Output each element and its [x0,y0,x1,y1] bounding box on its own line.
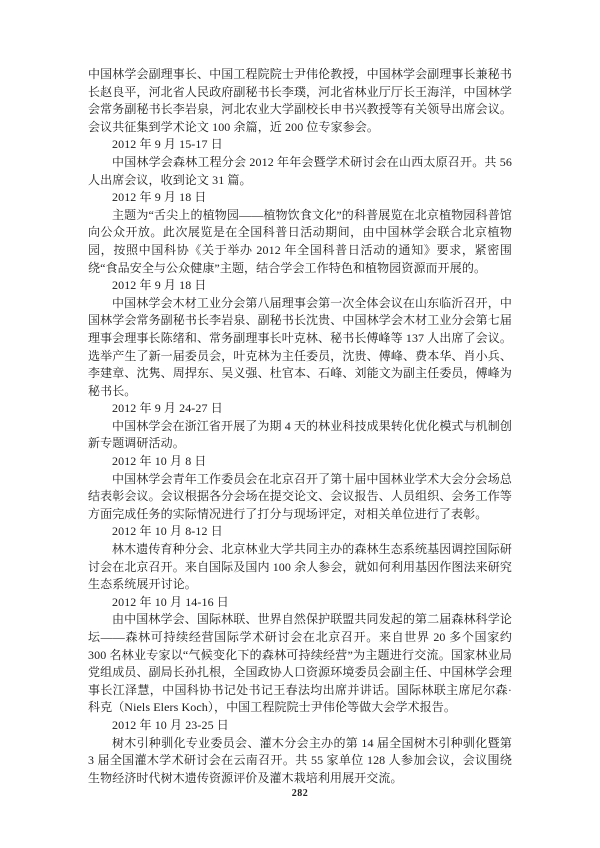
page-number: 282 [291,788,309,799]
entry-date: 2012 年 10 月 14-16 日 [112,594,229,609]
entry-date: 2012 年 10 月 8-12 日 [112,524,223,539]
entry-list [88,136,512,787]
page-footer [0,783,600,801]
entry-text: 中国林学会在浙江省开展了为期 4 天的林业科技成果转化优化模式与机制创新专题调研活动。 [88,418,512,451]
entry-text: 林木遗传育种分会、北京林业大学共同主办的森林生态系统基因调控国际研讨会在北京召开。来自国际及国内 100 余人参会，就如何利用基因作图法来研究生态系统展开讨论。 [88,542,512,592]
entry-text: 树木引种驯化专业委员会、灌木分会主办的第 14 届全国树木引种驯化暨第 3 届全国灌木学术研讨会在云南召开。共 55 家单位 128 人参加会议，会议围绕生物经济时代树木遗传资源评价及灌木栽培利用展开交流。 [88,735,512,785]
entry-text: 主题为“舌尖上的植物园——植物饮食文化”的科普展览在北京植物园科普馆向公众开放。此次展览是在全国科普日活动期间，由中国林学会联合北京植物园，按照中国科协《关于举办 2012 年全国科普日活动的通知》要求，紧密围绕“食品安全与公众健康”主题，结合学会工作特色和植物园资源而开展的。 [88,207,512,275]
entry-date: 2012 年 10 月 8 日 [112,454,207,469]
entry-text: 中国林学会木材工业分会第八届理事会第一次全体会议在山东临沂召开，中国林学会常务副秘书长李岩泉、副秘书长沈贵、中国林学会木材工业分会第七届理事会理事长陈绪和、常务副理事长叶克林、秘书长傅峰等 137 人出席了会议。选举产生了新一届委员会，叶克林为主任委员，沈贵、傅峰、费本华、肖小兵、李建章、沈隽、周捍东、吴义强、杜官本、石峰、刘能文为副主任委员，傅峰为秘书长。 [88,295,512,398]
page-body [88,66,512,787]
entry-date: 2012 年 9 月 24-27 日 [112,401,223,416]
entry-text: 中国林学会森林工程分会 2012 年年会暨学术研讨会在山西太原召开。共 56 人出席会议，收到论文 31 篇。 [88,154,512,187]
entry-date: 2012 年 9 月 18 日 [112,278,207,293]
entry-date: 2012 年 9 月 15-17 日 [112,137,223,152]
entry-text: 由中国林学会、国际林联、世界自然保护联盟共同发起的第二届森林科学论坛——森林可持续经营国际学术研讨会在北京召开。来自世界 20 多个国家约 300 名林业专家以“气候变化下的森林可持续经营”为主题进行交流。国家林业局党组成员、副局长孙扎根，全国政协人口资源环境委员会副主任、中国林学会理事长江泽慧，中国科协书记处书记王春法均出席并讲话。国际林联主席尼尔森·科克（Niels Elers Koch），中国工程院院士尹伟伦等做大会学术报告。 [88,612,512,715]
entry-text: 中国林学会青年工作委员会在北京召开了第十届中国林业学术大会分会场总结表彰会议。会议根据各分会场在提交论文、会议报告、人员组织、会务工作等方面完成任务的实际情况进行了打分与现场评定，对相关单位进行了表彰。 [88,471,512,521]
entry-date: 2012 年 9 月 18 日 [112,190,207,205]
paragraph-continuation: 中国林学会副理事长、中国工程院院士尹伟伦教授，中国林学会副理事长兼秘书长赵良平，河北省人民政府副秘书长李璞，河北省林业厅厅长王海洋，中国林学会常务副秘书长李岩泉，河北农业大学副校长申书兴教授等有关领导出席会议。会议共征集到学术论文 100 余篇，近 200 位专家参会。 [88,67,512,134]
entry-date: 2012 年 10 月 23-25 日 [112,717,229,732]
